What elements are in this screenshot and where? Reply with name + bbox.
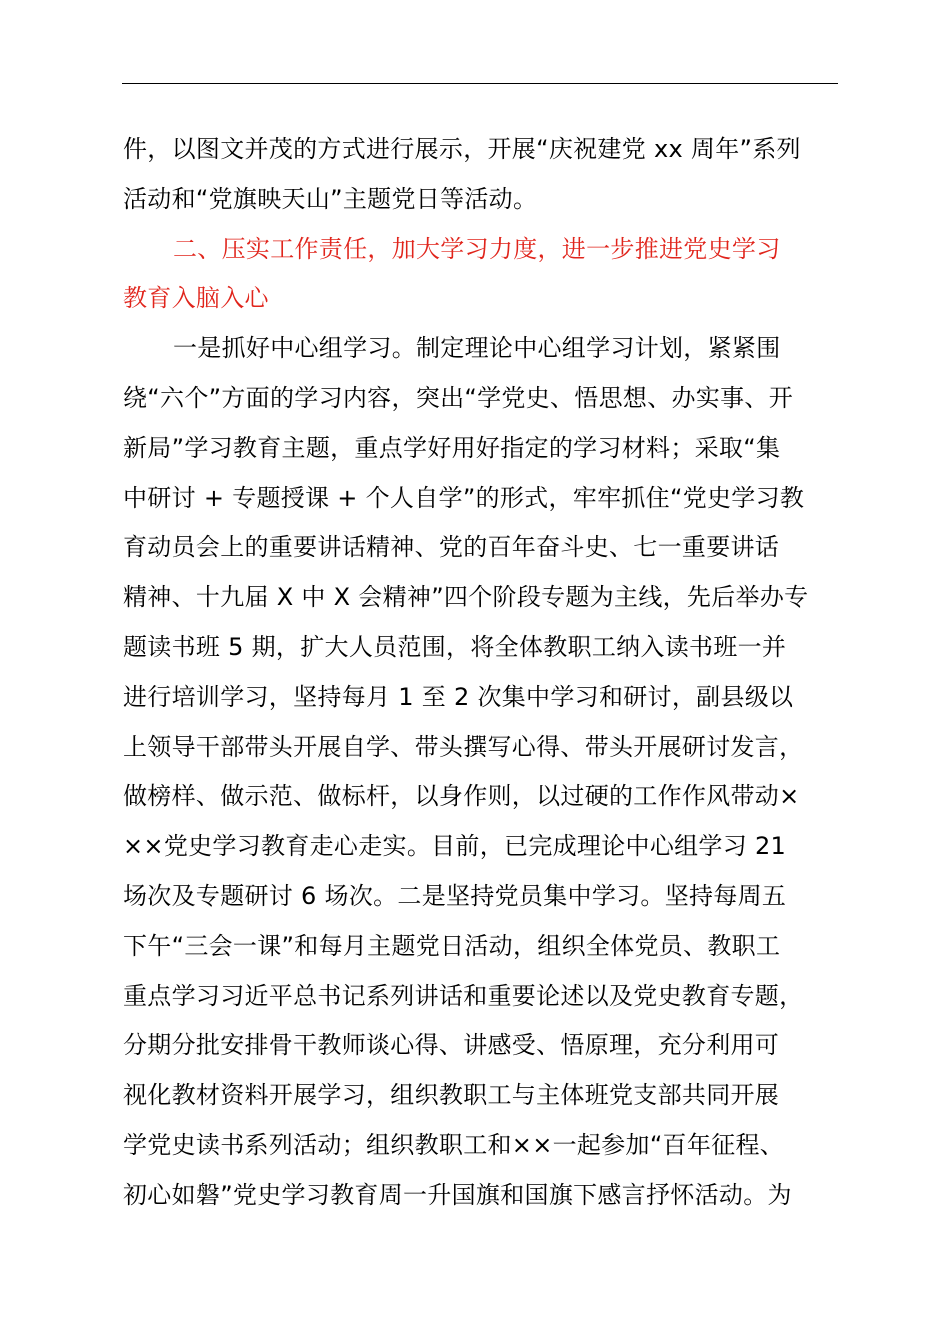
text-line: 件，以图文并茂的方式进行展示，开展“庆祝建党 xx 周年”系列: [123, 135, 801, 163]
text-line: 上领导干部带头开展自学、带头撰写心得、带头开展研讨发言，: [123, 732, 804, 761]
text-line: 初心如磐”党史学习教育周一升国旗和国旗下感言抒怀活动。为: [123, 1180, 792, 1209]
text-line: 育动员会上的重要讲话精神、党的百年奋斗史、七一重要讲话: [123, 533, 780, 562]
text-line: 一是抓好中心组学习。制定理论中心组学习计划，紧紧围: [173, 334, 781, 363]
text-line: 绕“六个”方面的学习内容，突出“学党史、悟思想、办实事、开: [123, 383, 793, 412]
text-line: 题读书班 5 期，扩大人员范围，将全体教职工纳入读书班一并: [123, 632, 787, 661]
document-body: [123, 125, 863, 1221]
header-rule: [122, 83, 838, 84]
text-line: 新局”学习教育主题，重点学好用好指定的学习材料；采取“集: [123, 433, 781, 462]
text-line: 进行培训学习，坚持每月 1 至 2 次集中学习和研讨，副县级以: [123, 682, 794, 711]
text-line: ××党史学习教育走心走实。目前，已完成理论中心组学习 21: [123, 832, 787, 861]
text-line: 学党史读书系列活动；组织教职工和××一起参加“百年征程、: [123, 1130, 785, 1159]
text-line: 下午“三会一课”和每月主题党日活动，组织全体党员、教职工: [123, 931, 781, 960]
text-line: 视化教材资料开展学习，组织教职工与主体班党支部共同开展: [123, 1081, 780, 1110]
text-line: 精神、十九届 X 中 X 会精神”四个阶段专题为主线，先后举办专: [123, 583, 809, 612]
text-line: 做榜样、做示范、做标杆，以身作则，以过硬的工作作风带动×: [123, 782, 800, 811]
text-line: 中研讨 + 专题授课 + 个人自学”的形式，牢牢抓住“党史学习教: [123, 483, 805, 512]
text-line: 分期分批安排骨干教师谈心得、讲感受、悟原理，充分利用可: [123, 1031, 780, 1060]
text-line: 重点学习习近平总书记系列讲话和重要论述以及党史教育专题，: [123, 981, 804, 1010]
text-line: 活动和“党旗映天山”主题党日等活动。: [123, 184, 538, 213]
section-heading: 教育入脑入心: [123, 284, 269, 313]
section-heading: 二、压实工作责任，加大学习力度，进一步推进党史学习: [173, 234, 781, 263]
text-line: 场次及专题研讨 6 场次。二是坚持党员集中学习。坚持每周五: [123, 881, 787, 910]
